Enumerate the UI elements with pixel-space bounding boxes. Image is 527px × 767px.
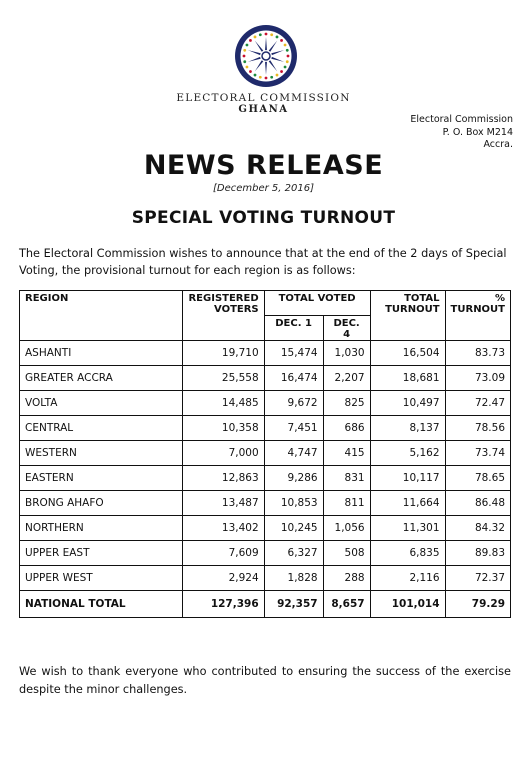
cell-pct: 72.47: [445, 391, 510, 416]
cell-region: ASHANTI: [20, 341, 183, 366]
logo-dot: [243, 55, 246, 58]
logo-dot: [284, 44, 287, 47]
cell-dec4: 831: [323, 466, 370, 491]
col-header-pct-turnout: % TURNOUT: [445, 291, 510, 341]
cell-total: 6,835: [370, 541, 445, 566]
cell-region: WESTERN: [20, 441, 183, 466]
table-row: [20, 366, 511, 391]
logo-dot: [259, 76, 262, 79]
cell-region: NORTHERN: [20, 516, 183, 541]
table-row: [20, 341, 511, 366]
cell-dec4: 2,207: [323, 366, 370, 391]
address-line: Accra.: [483, 139, 513, 150]
cell-dec1: 7,451: [264, 416, 323, 441]
cell-dec1: 6,327: [264, 541, 323, 566]
cell-dec1: 9,672: [264, 391, 323, 416]
logo-dot: [276, 36, 279, 39]
logo-dot: [259, 33, 262, 36]
release-subtitle: SPECIAL VOTING TURNOUT: [131, 208, 396, 228]
col-header-registered: REGISTERED VOTERS: [183, 291, 264, 341]
turnout-table: [19, 290, 511, 618]
table-row: [20, 541, 511, 566]
cell-total: 101,014: [370, 591, 445, 618]
cell-dec1: 10,853: [264, 491, 323, 516]
cell-region: UPPER WEST: [20, 566, 183, 591]
cell-pct: 79.29: [445, 591, 510, 618]
col-header-region: REGION: [20, 291, 183, 341]
cell-total: 11,664: [370, 491, 445, 516]
col-header-total-turnout: TOTAL TURNOUT: [370, 291, 445, 341]
electoral-commission-logo: [234, 24, 298, 88]
table-row: [20, 466, 511, 491]
cell-dec4: 825: [323, 391, 370, 416]
cell-registered: 25,558: [183, 366, 264, 391]
logo-dot: [243, 49, 246, 52]
cell-region: UPPER EAST: [20, 541, 183, 566]
logo-dot: [243, 60, 246, 63]
cell-region: EASTERN: [20, 466, 183, 491]
cell-registered: 10,358: [183, 416, 264, 441]
cell-dec4: 8,657: [323, 591, 370, 618]
logo-dot: [254, 74, 257, 77]
table-row: [20, 491, 511, 516]
cell-dec1: 92,357: [264, 591, 323, 618]
cell-pct: 73.09: [445, 366, 510, 391]
cell-registered: 2,924: [183, 566, 264, 591]
cell-pct: 78.56: [445, 416, 510, 441]
national-total-row: [20, 591, 511, 618]
logo-dot: [249, 70, 252, 73]
release-date: [December 5, 2016]: [212, 183, 314, 194]
cell-dec1: 1,828: [264, 566, 323, 591]
cell-dec1: 4,747: [264, 441, 323, 466]
cell-region: GREATER ACCRA: [20, 366, 183, 391]
cell-pct: 89.83: [445, 541, 510, 566]
cell-registered: 12,863: [183, 466, 264, 491]
org-name: ELECTORAL COMMISSION: [176, 92, 351, 104]
table-row: [20, 416, 511, 441]
cell-dec4: 686: [323, 416, 370, 441]
cell-region: VOLTA: [20, 391, 183, 416]
cell-registered: 14,485: [183, 391, 264, 416]
cell-total: 2,116: [370, 566, 445, 591]
logo-dot: [270, 33, 273, 36]
col-header-total-voted: TOTAL VOTED: [264, 291, 370, 316]
cell-region: NATIONAL TOTAL: [20, 591, 183, 618]
logo-dot: [286, 49, 289, 52]
cell-dec1: 15,474: [264, 341, 323, 366]
cell-registered: 7,000: [183, 441, 264, 466]
cell-pct: 73.74: [445, 441, 510, 466]
logo-dot: [280, 70, 283, 73]
cell-registered: 127,396: [183, 591, 264, 618]
cell-region: CENTRAL: [20, 416, 183, 441]
cell-total: 10,497: [370, 391, 445, 416]
col-header-dec4: DEC. 4: [323, 316, 370, 341]
cell-pct: 84.32: [445, 516, 510, 541]
address-line: P. O. Box M214: [442, 126, 513, 138]
table-row: [20, 516, 511, 541]
cell-total: 5,162: [370, 441, 445, 466]
intro-paragraph: The Electoral Commission wishes to announce that at the end of the 2 days of Special Voting, the provisional turnout for each region is as follows:: [19, 247, 507, 277]
cell-dec1: 10,245: [264, 516, 323, 541]
logo-dot: [249, 39, 252, 42]
cell-dec4: 508: [323, 541, 370, 566]
address-line: Electoral Commission: [410, 114, 513, 125]
table-row: [20, 441, 511, 466]
logo-dot: [246, 66, 249, 69]
cell-dec4: 1,030: [323, 341, 370, 366]
address-block: [410, 114, 513, 152]
cell-dec1: 16,474: [264, 366, 323, 391]
cell-total: 11,301: [370, 516, 445, 541]
cell-dec4: 288: [323, 566, 370, 591]
cell-pct: 72.37: [445, 566, 510, 591]
logo-dot: [276, 74, 279, 77]
col-header-dec1: DEC. 1: [264, 316, 323, 341]
cell-total: 10,117: [370, 466, 445, 491]
logo-dot: [287, 55, 290, 58]
closing-paragraph: We wish to thank everyone who contributed to ensuring the success of the exercise despite the minor challenges.: [19, 665, 511, 696]
logo-center: [262, 52, 270, 60]
cell-total: 16,504: [370, 341, 445, 366]
cell-region: BRONG AHAFO: [20, 491, 183, 516]
cell-registered: 7,609: [183, 541, 264, 566]
cell-registered: 19,710: [183, 341, 264, 366]
cell-pct: 78.65: [445, 466, 510, 491]
cell-dec4: 811: [323, 491, 370, 516]
cell-pct: 86.48: [445, 491, 510, 516]
logo-dot: [265, 77, 268, 80]
cell-registered: 13,402: [183, 516, 264, 541]
cell-total: 8,137: [370, 416, 445, 441]
logo-dot: [254, 36, 257, 39]
cell-dec1: 9,286: [264, 466, 323, 491]
table-row: [20, 566, 511, 591]
cell-dec4: 415: [323, 441, 370, 466]
page-title: NEWS RELEASE: [143, 150, 384, 181]
table-row: [20, 391, 511, 416]
logo-dot: [284, 66, 287, 69]
cell-pct: 83.73: [445, 341, 510, 366]
logo-dot: [246, 44, 249, 47]
logo-dot: [270, 76, 273, 79]
logo-dot: [286, 60, 289, 63]
cell-dec4: 1,056: [323, 516, 370, 541]
logo-dot: [280, 39, 283, 42]
cell-total: 18,681: [370, 366, 445, 391]
cell-registered: 13,487: [183, 491, 264, 516]
logo-dot: [265, 33, 268, 36]
org-country: GHANA: [238, 104, 289, 115]
